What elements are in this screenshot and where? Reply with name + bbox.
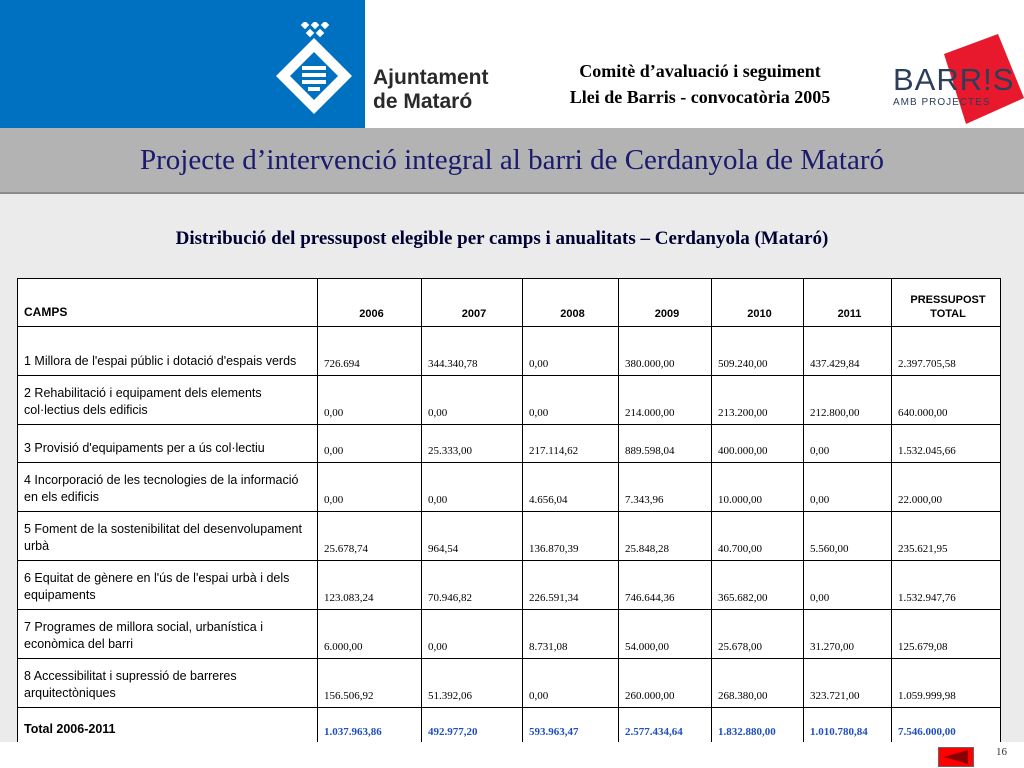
row-value: 400.000,00 xyxy=(712,425,804,463)
row-value: 0,00 xyxy=(422,610,523,659)
city-emblem-icon xyxy=(268,22,360,114)
header-2010: 2010 xyxy=(712,279,804,327)
row-value: 640.000,00 xyxy=(892,376,1001,425)
row-value: 235.621,95 xyxy=(892,512,1001,561)
slide-title: Projecte d’intervenció integral al barri de Cerdanyola de Mataró xyxy=(139,144,885,176)
row-label: 1 Millora de l'espai públic i dotació d'espais verds xyxy=(18,327,318,376)
header-2011: 2011 xyxy=(804,279,892,327)
page-number: 16 xyxy=(996,746,1007,758)
row-value: 7.343,96 xyxy=(619,463,712,512)
row-value: 217.114,62 xyxy=(523,425,619,463)
slide-footer xyxy=(0,742,1024,768)
table-row xyxy=(18,512,1001,561)
table-row xyxy=(18,610,1001,659)
header-2007: 2007 xyxy=(422,279,523,327)
slide-header xyxy=(0,0,1024,128)
row-label: 5 Foment de la sostenibilitat del desenvolupament urbà xyxy=(18,512,318,561)
table-row xyxy=(18,463,1001,512)
header-total xyxy=(892,279,1001,327)
table-row xyxy=(18,425,1001,463)
row-value: 6.000,00 xyxy=(318,610,422,659)
row-value: 2.397.705,58 xyxy=(892,327,1001,376)
row-value: 0,00 xyxy=(523,327,619,376)
row-value: 25.333,00 xyxy=(422,425,523,463)
total-value: 2.577.434,64 xyxy=(619,708,712,747)
budget-table xyxy=(17,278,1001,747)
row-label: 2 Rehabilitació i equipament dels elements col·lectius dels edificis xyxy=(18,376,318,425)
row-value: 437.429,84 xyxy=(804,327,892,376)
row-value: 25.848,28 xyxy=(619,512,712,561)
table-subtitle: Distribució del pressupost elegible per camps i anualitats – Cerdanyola (Mataró) xyxy=(175,228,829,249)
title-band xyxy=(0,128,1024,194)
barris-logo-word: BARR!S xyxy=(893,62,1015,97)
row-value: 212.800,00 xyxy=(804,376,892,425)
committee-line1: Comitè d’avaluació i seguiment xyxy=(579,61,821,81)
row-value: 40.700,00 xyxy=(712,512,804,561)
row-value: 5.560,00 xyxy=(804,512,892,561)
row-value: 0,00 xyxy=(523,376,619,425)
total-value: 1.037.963,86 xyxy=(318,708,422,747)
row-value: 889.598,04 xyxy=(619,425,712,463)
row-value: 964,54 xyxy=(422,512,523,561)
row-value: 0,00 xyxy=(804,561,892,610)
row-value: 4.656,04 xyxy=(523,463,619,512)
row-value: 323.721,00 xyxy=(804,659,892,708)
row-label: 8 Accessibilitat i supressió de barreres arquitectòniques xyxy=(18,659,318,708)
row-value: 214.000,00 xyxy=(619,376,712,425)
row-value: 51.392,06 xyxy=(422,659,523,708)
table-row xyxy=(18,561,1001,610)
row-label: 4 Incorporació de les tecnologies de la informació en els edificis xyxy=(18,463,318,512)
row-value: 0,00 xyxy=(804,463,892,512)
header-total-line1: PRESSUPOST xyxy=(910,294,986,306)
row-value: 213.200,00 xyxy=(712,376,804,425)
row-value: 509.240,00 xyxy=(712,327,804,376)
row-value: 380.000,00 xyxy=(619,327,712,376)
row-value: 726.694 xyxy=(318,327,422,376)
header-2008: 2008 xyxy=(523,279,619,327)
row-value: 226.591,34 xyxy=(523,561,619,610)
row-value: 0,00 xyxy=(318,425,422,463)
total-label: Total 2006-2011 xyxy=(18,708,318,747)
header-total-line2: TOTAL xyxy=(930,308,966,320)
row-value: 31.270,00 xyxy=(804,610,892,659)
row-value: 0,00 xyxy=(523,659,619,708)
row-value: 10.000,00 xyxy=(712,463,804,512)
barris-logo-subtitle: AMB PROJECTES xyxy=(893,97,991,108)
row-value: 22.000,00 xyxy=(892,463,1001,512)
row-label: 6 Equitat de gènere en l'ús de l'espai urbà i dels equipaments xyxy=(18,561,318,610)
org-name-line1: Ajuntament xyxy=(373,66,489,89)
table-row xyxy=(18,376,1001,425)
row-value: 1.532.045,66 xyxy=(892,425,1001,463)
row-value: 70.946,82 xyxy=(422,561,523,610)
total-value: 1.832.880,00 xyxy=(712,708,804,747)
row-value: 156.506,92 xyxy=(318,659,422,708)
row-value: 746.644,36 xyxy=(619,561,712,610)
row-value: 260.000,00 xyxy=(619,659,712,708)
table-header-row xyxy=(18,279,1001,327)
total-value: 1.010.780,84 xyxy=(804,708,892,747)
row-value: 54.000,00 xyxy=(619,610,712,659)
table-body xyxy=(18,327,1001,747)
row-value: 0,00 xyxy=(318,463,422,512)
row-label: 3 Provisió d'equipaments per a ús col·lectiu xyxy=(18,425,318,463)
row-value: 1.532.947,76 xyxy=(892,561,1001,610)
org-name-line2: de Mataró xyxy=(373,90,473,113)
row-value: 25.678,74 xyxy=(318,512,422,561)
committee-line2: Llei de Barris - convocatòria 2005 xyxy=(569,87,831,107)
total-value: 593.963,47 xyxy=(523,708,619,747)
row-value: 0,00 xyxy=(422,376,523,425)
row-value: 0,00 xyxy=(804,425,892,463)
row-value: 136.870,39 xyxy=(523,512,619,561)
nav-back-button[interactable] xyxy=(938,747,974,767)
header-camps: CAMPS xyxy=(18,279,318,327)
table-row xyxy=(18,659,1001,708)
row-value: 344.340,78 xyxy=(422,327,523,376)
header-2006: 2006 xyxy=(318,279,422,327)
row-value: 365.682,00 xyxy=(712,561,804,610)
total-row xyxy=(18,708,1001,747)
row-value: 123.083,24 xyxy=(318,561,422,610)
row-value: 8.731,08 xyxy=(523,610,619,659)
row-value: 25.678,00 xyxy=(712,610,804,659)
total-value: 492.977,20 xyxy=(422,708,523,747)
table-row xyxy=(18,327,1001,376)
row-value: 1.059.999,98 xyxy=(892,659,1001,708)
header-2009: 2009 xyxy=(619,279,712,327)
row-value: 0,00 xyxy=(422,463,523,512)
row-value: 268.380,00 xyxy=(712,659,804,708)
row-value: 0,00 xyxy=(318,376,422,425)
committee-title xyxy=(500,58,900,110)
row-label: 7 Programes de millora social, urbanística i econòmica del barri xyxy=(18,610,318,659)
total-value: 7.546.000,00 xyxy=(892,708,1001,747)
row-value: 125.679,08 xyxy=(892,610,1001,659)
back-arrow-icon xyxy=(944,750,968,764)
